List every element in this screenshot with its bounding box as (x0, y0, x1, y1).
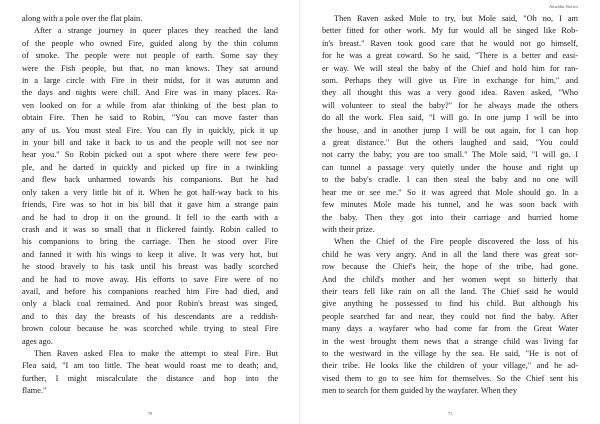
text-line: to the westward in the village by the sea. He said, "He is not of (322, 348, 578, 358)
text-line: obtain Fire. Then he said to Robin, "You can move faster than (22, 113, 278, 123)
left-page-number: 70 (147, 411, 153, 416)
text-line: few minutes Mole made his tunnel, and he was soon back with (322, 200, 578, 210)
text-line: the house, and in another jump I will be out again, for I can hop (322, 125, 578, 135)
text-line: Flea said, "I am too little. The heat would roast me to death; and, (22, 361, 278, 371)
text-line: and to this day the breasts of his descendants are a reddish- (22, 311, 278, 321)
text-line: row because the Chief's heir, the hope of the tribe, had gone. (322, 262, 578, 272)
text-line: any of us. You must steal Fire. You can fly in quickly, pick it up (22, 125, 278, 135)
text-line: crash and it was so small that it flickered faintly. Robin called to (22, 224, 278, 234)
left-page-text (22, 13, 278, 398)
text-line: and flew back unharmed towards his companions. But he had (22, 175, 278, 185)
text-line: along with a pole over the flat plain. (22, 14, 143, 23)
text-line: further, I might miscalculate the distance and hop into the (22, 373, 278, 383)
text-line: with their prize. (322, 224, 375, 234)
text-line: for he was a great coward. So he said, "There is a better and easi- (322, 51, 578, 61)
text-line: give anything he possessed to find his child. But although his (322, 299, 578, 309)
right-page (300, 0, 600, 424)
text-line: people searched far and near, they could not find the baby. After (322, 311, 578, 321)
text-line: will volunteer to steal the baby?" for he always made the others (322, 100, 578, 110)
text-line: his companions to bring the carriage. Then he stood over Fire (22, 237, 278, 247)
text-line: can tunnel a passage very quietly under the house and right up (322, 162, 578, 172)
text-line: And the child's mother and her women wept so bitterly that (322, 274, 578, 284)
text-line: not carry the baby; you are too small." The Mole said, "I will go. I (322, 150, 578, 160)
running-head: Aivaldia Stories (549, 4, 578, 9)
text-line: men to search for them guided by the wayfarer. When they (322, 386, 517, 396)
text-line: only a black coal remained. And poor Robin's breast was singed, (22, 299, 278, 309)
text-line: the days and nights were chill. And Fire was in many places. Ra- (22, 88, 278, 98)
text-line: better fitted for other work. My fur would all be singed like Rob- (322, 26, 578, 36)
text-line: the baby. Then they got into their carriage and hurried home (322, 212, 578, 222)
right-page-text (322, 13, 578, 398)
text-line: ven looked on for a while from afar thinking of the best plan to (22, 100, 278, 110)
text-line: Then Raven asked Mole to try, but Mole said, "Oh no, I am (334, 14, 578, 23)
text-line: to the baby's cradle. I can then steal the baby and no one will (322, 175, 578, 185)
text-line: and he had to drop it on the ground. It fell to the earth with a (22, 212, 278, 222)
text-line: many days a wayfarer who had come far from the Great Water (322, 324, 578, 334)
text-line: they all thought this was a very good idea. Raven asked, "Who (322, 88, 578, 98)
text-line: in a large circle with Fire in their midst, for it was autumn and (22, 76, 278, 86)
text-line: brown colour because he was scorched while trying to steal Fire (22, 324, 278, 334)
text-line: After a strange journey in queer places they reached the land (34, 26, 278, 36)
text-line: ple, and he darted in quickly and picked up fire in a twinkling (22, 162, 278, 172)
text-line: When the Chief of the Fire people discovered the loss of his (334, 237, 578, 247)
text-line: of the people who owned Fire, guided along by the thin column (22, 38, 278, 48)
text-line: only taken a very little bit of it. When he got half-way back to his (22, 187, 278, 197)
text-line: do all the work. Flea said, "I will go. In one jump I will be into (322, 113, 578, 123)
text-line: child he was very angry. And in all the land there was great sor- (322, 249, 578, 259)
text-line: a great distance." But the others laughed and said, "You could (322, 138, 578, 148)
text-line: he stood bravely to his task until his breast was badly scorched (22, 262, 278, 272)
text-line: their tribe. He looks like the children of your village," and he ad- (322, 361, 578, 371)
text-line: in's breast." Raven took good care that he would not go himself, (322, 38, 578, 48)
text-line: friends, Fire was so hot in his bill that it gave him a strange pain (22, 200, 278, 210)
text-line: hear you." So Robin picked out a spot where there were few peo- (22, 150, 278, 160)
text-line: their tears fell like rain on all the land. The Chief said he would (322, 286, 578, 296)
text-line: hear me or see me." So it was agreed that Mole should go. In a (322, 187, 578, 197)
text-line: avail, and before his companions reached him Fire had died, and (22, 286, 278, 296)
text-line: som. Perhaps they will give us Fire in exchange for him," and (322, 76, 578, 86)
text-line: vised them to go to see him for themselves. So the Chief sent his (322, 373, 578, 383)
text-line: Then Raven asked Flea to make the attempt to steal Fire. But (34, 348, 278, 358)
text-line: and fanned it with his wings to keep it alive. It was very hot, but (22, 249, 278, 259)
text-line: ages ago. (22, 336, 53, 346)
text-line: er way. We will steal the baby of the Chief and hold him for ran- (322, 63, 578, 73)
text-line: flame." (22, 386, 47, 396)
text-line: were the Fish people, but that, no man knows. They sat around (22, 63, 278, 73)
text-line: in your bill and take it back to us and the people will not see nor (22, 138, 278, 148)
text-line: in the west brought them news that a strange child was living far (322, 336, 578, 346)
text-line: of smoke. The people were not people of earth. Some say they (22, 51, 278, 61)
right-page-number: 71 (447, 411, 453, 416)
text-line: and he had to move away. His efforts to save Fire were of no (22, 274, 278, 284)
